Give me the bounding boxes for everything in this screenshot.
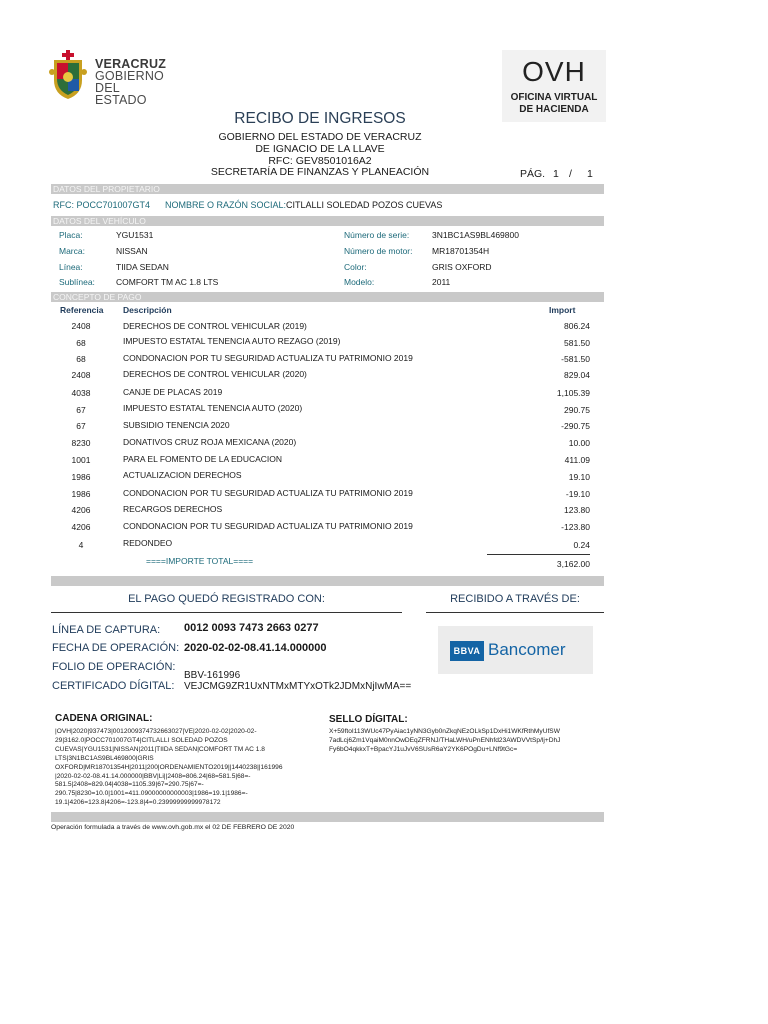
seal-line: 7adLcj6Zm1VqaiM0nnOwDEqZFRNJ/THaLWH/uPnENhfd23AWDVVtSp/lj+DhJ <box>329 736 561 744</box>
page-label: PÁG. <box>520 168 546 180</box>
original-chain-heading: CADENA ORIGINAL: <box>55 713 153 724</box>
row-ref: 1986 <box>71 472 91 482</box>
owner-name-value: CITLALLI SOLEDAD POZOS CUEVAS <box>286 200 443 210</box>
total-amount: 3,162.00 <box>556 559 590 569</box>
chain-line: OXFORD|MR18701354H|2011|200|ORDENAMIENTO2019||1440238||161996 <box>55 763 283 771</box>
row-amount: 0.24 <box>573 540 590 550</box>
certificate-label: CERTIFICADO DÍGITAL: <box>52 680 175 692</box>
vehicle-label-color: Color: <box>344 262 367 272</box>
row-ref: 2408 <box>71 321 91 331</box>
row-ref: 1001 <box>71 455 91 465</box>
page-separator: / <box>569 168 572 180</box>
bbva-mark-icon: BBVA <box>450 641 484 661</box>
operation-date-label: FECHA DE OPERACIÓN: <box>52 642 180 654</box>
bank-name: Bancomer <box>488 640 566 659</box>
row-ref: 4 <box>78 540 84 550</box>
row-amount: 411.09 <box>564 455 590 465</box>
issuer-secretaria: SECRETARÍA DE FINANZAS Y PLANEACIÓN <box>210 166 430 178</box>
row-amount: 19.10 <box>568 472 590 482</box>
chain-line: 19.1|4206=123.8|4206=-123.8|4=0.23999999999978172 <box>55 799 221 807</box>
logo-veracruz-text: VERACRUZ <box>95 57 167 71</box>
row-desc: CONDONACION POR TU SEGURIDAD ACTUALIZA TU PATRIMONIO 2019 <box>123 488 413 498</box>
bottom-band <box>51 812 604 822</box>
seal-line: X+59ftoI113WUc47PyAiac1yNN3Gyb0nZkqNEzOLkSp1DxHi1WKfRthMyUfSW <box>329 728 560 735</box>
chain-line: |OVH|2020|937473|0012009374732663027|VE|2020-02-02|2020-02- <box>55 728 257 735</box>
total-divider <box>487 554 590 555</box>
chain-line: 290.75|8230=10.0|1001=411.09000000000003|1986=19.1|1986=- <box>55 790 248 798</box>
row-amount: 290.75 <box>564 405 590 415</box>
folio-value: BBV-161996 <box>184 670 241 681</box>
vehicle-label-serie: Número de serie: <box>344 230 410 240</box>
digital-seal-heading: SELLO DÍGITAL: <box>329 714 408 725</box>
row-ref: 68 <box>76 338 86 348</box>
row-ref: 67 <box>76 421 86 431</box>
owner-section-title: DATOS DEL PROPIETARIO <box>53 184 160 194</box>
vehicle-value-placa: YGU1531 <box>116 230 154 240</box>
ovh-logo-text: OVH <box>522 56 586 87</box>
issuer-line-1: GOBIERNO DEL ESTADO DE VERACRUZ <box>218 131 422 143</box>
row-desc: DERECHOS DE CONTROL VEHICULAR (2020) <box>123 369 307 379</box>
concept-footer-band <box>51 576 604 586</box>
veracruz-seal-icon <box>48 50 88 100</box>
vehicle-label-placa: Placa: <box>59 230 83 240</box>
row-amount: -19.10 <box>565 489 590 499</box>
row-desc: IMPUESTO ESTATAL TENENCIA AUTO (2020) <box>123 403 303 413</box>
row-desc: CONDONACION POR TU SEGURIDAD ACTUALIZA TU PATRIMONIO 2019 <box>123 353 413 363</box>
row-amount: 829.04 <box>564 370 590 380</box>
bank-logo <box>438 626 593 674</box>
chain-line: CUEVAS|YGU1531|NISSAN|2011|TIIDA SEDAN|COMFORT TM AC 1.8 <box>55 745 265 753</box>
registered-underline <box>51 612 402 613</box>
row-desc: CONDONACION POR TU SEGURIDAD ACTUALIZA TU PATRIMONIO 2019 <box>123 521 413 531</box>
row-ref: 4206 <box>71 522 91 532</box>
original-chain-text <box>55 728 325 808</box>
row-desc: CANJE DE PLACAS 2019 <box>123 387 223 397</box>
concept-section-title: CONCEPTO DE PAGO <box>53 292 142 302</box>
received-heading: RECIBIDO A TRAVÉS DE: <box>450 593 580 605</box>
owner-rfc: RFC: POCC701007GT4 <box>53 200 151 210</box>
row-amount: -123.80 <box>561 522 590 532</box>
row-ref: 4206 <box>71 505 91 515</box>
capture-value: 0012 0093 7473 2663 0277 <box>184 622 319 634</box>
footer-note: Operación formulada a través de www.ovh.gob.mx el 02 DE FEBRERO DE 2020 <box>51 824 295 831</box>
vehicle-value-marca: NISSAN <box>116 246 148 256</box>
row-amount: 10.00 <box>568 438 590 448</box>
col-header-amount: Import <box>549 305 576 315</box>
vehicle-value-linea: TIIDA SEDAN <box>116 262 169 272</box>
logo-gobierno-text: GOBIERNO <box>95 69 164 83</box>
vehicle-value-sublinea: COMFORT TM AC 1.8 LTS <box>116 277 219 287</box>
col-header-ref: Referencia <box>60 305 104 315</box>
issuer-line-2: DE IGNACIO DE LA LLAVE <box>255 143 385 155</box>
certificate-value: VEJCMG9ZR1UxNTMxMTYxOTk2JDMxNjIwMA== <box>184 681 412 692</box>
operation-date-value: 2020-02-02-08.41.14.000000 <box>184 642 327 654</box>
chain-line: 581.5|2408=829.04|4038=1105.39|67=290.75|67=- <box>55 781 204 789</box>
vehicle-label-linea: Línea: <box>59 262 83 272</box>
vehicle-section-title: DATOS DEL VEHÍCULO <box>53 216 146 226</box>
row-ref: 4038 <box>71 388 91 398</box>
page-current: 1 <box>553 168 559 180</box>
row-desc: DONATIVOS CRUZ ROJA MEXICANA (2020) <box>123 437 297 447</box>
vehicle-value-motor: MR18701354H <box>432 246 490 256</box>
chain-line: |2020-02-02-08.41.14.000000|BBV|Li||2408=806.24|68=581.5|68=- <box>55 772 251 780</box>
row-amount: 1,105.39 <box>556 388 590 398</box>
received-underline <box>426 612 604 613</box>
vehicle-label-sublinea: Sublínea: <box>59 277 95 287</box>
page-total: 1 <box>587 168 593 180</box>
vehicle-value-modelo: 2011 <box>432 277 451 287</box>
row-ref: 68 <box>76 354 86 364</box>
folio-label: FOLIO DE OPERACIÓN: <box>52 661 176 673</box>
vehicle-value-color: GRIS OXFORD <box>432 262 492 272</box>
registered-heading: EL PAGO QUEDÓ REGISTRADO CON: <box>128 593 325 605</box>
row-amount: 123.80 <box>564 505 590 515</box>
document-title: RECIBO DE INGRESOS <box>234 110 406 127</box>
row-desc: PARA EL FOMENTO DE LA EDUCACION <box>123 454 283 464</box>
row-amount: -581.50 <box>561 354 590 364</box>
chain-line: LTS|3N1BC1AS9BL469800|GRIS <box>55 754 154 762</box>
capture-label: LÍNEA DE CAPTURA: <box>52 624 161 636</box>
ovh-subtitle-line1: OFICINA VIRTUAL <box>510 92 598 103</box>
owner-name-label: NOMBRE O RAZÓN SOCIAL: <box>165 200 287 210</box>
row-desc: IMPUESTO ESTATAL TENENCIA AUTO REZAGO (2019) <box>123 336 341 346</box>
row-desc: ACTUALIZACION DERECHOS <box>123 470 242 480</box>
col-header-desc: Descripción <box>123 305 172 315</box>
issuer-rfc: RFC: GEV8501016A2 <box>268 155 372 167</box>
row-ref: 67 <box>76 405 86 415</box>
vehicle-label-modelo: Modelo: <box>344 277 375 287</box>
row-desc: SUBSIDIO TENENCIA 2020 <box>123 420 230 430</box>
row-desc: DERECHOS DE CONTROL VEHICULAR (2019) <box>123 321 307 331</box>
row-ref: 2408 <box>71 370 91 380</box>
digital-seal-text <box>329 728 604 755</box>
total-label: ====IMPORTE TOTAL==== <box>146 556 254 566</box>
row-amount: -290.75 <box>561 421 590 431</box>
row-desc: REDONDEO <box>123 538 173 548</box>
row-ref: 8230 <box>71 438 91 448</box>
logo-del-estado-text: DEL ESTADO <box>95 81 147 107</box>
row-amount: 581.50 <box>564 338 590 348</box>
ovh-subtitle-line2: DE HACIENDA <box>519 104 589 115</box>
chain-line: 29|3162.0|POCC701007GT4|CITLALLI SOLEDAD POZOS <box>55 736 228 744</box>
seal-line: Fy6bO4qkkxT+BpacYJ1uJvV6SUsR6aY2YK6POgDu+LNf9tGc= <box>329 745 518 753</box>
row-desc: RECARGOS DERECHOS <box>123 504 223 514</box>
veracruz-logo <box>48 50 168 107</box>
vehicle-label-motor: Número de motor: <box>344 246 413 256</box>
vehicle-label-marca: Marca: <box>59 246 85 256</box>
vehicle-value-serie: 3N1BC1AS9BL469800 <box>432 230 519 240</box>
row-ref: 1986 <box>71 489 91 499</box>
row-amount: 806.24 <box>564 321 590 331</box>
